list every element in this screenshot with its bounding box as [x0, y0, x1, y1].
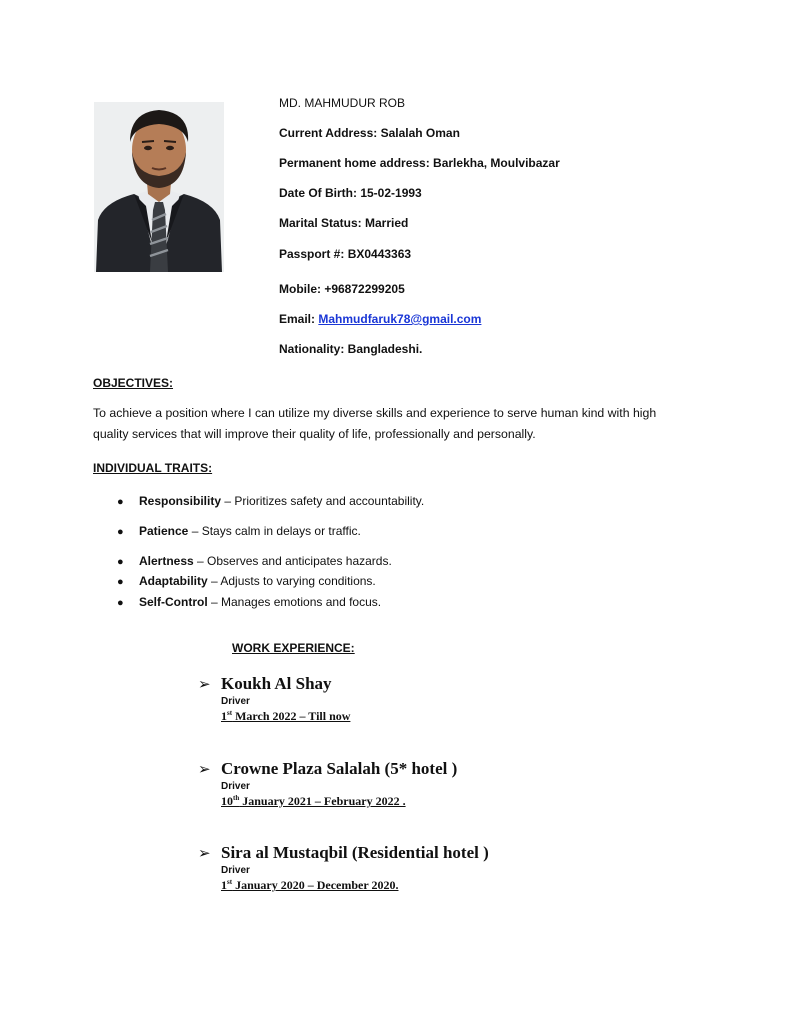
trait-desc: – Manages emotions and focus. [207, 595, 382, 609]
current-address: Current Address: Salalah Oman [279, 126, 460, 140]
work-experience-heading: WORK EXPERIENCE: [232, 641, 355, 655]
trait-name: Patience [139, 524, 189, 538]
passport-number: Passport #: BX0443363 [279, 247, 412, 261]
full-name: MD. MAHMUDUR ROB [279, 96, 405, 110]
marital-status: Marital Status: Married [279, 216, 409, 230]
company-name: Koukh Al Shay [221, 674, 332, 693]
nationality: Nationality: Bangladeshi. [279, 342, 423, 356]
objectives-line-2: quality services that will improve their quality of life, professionally and personally. [93, 427, 536, 441]
trait-item [117, 494, 424, 508]
objectives-line-1: To achieve a position where I can utilize my diverse skills and experience to serve human kind with high [93, 406, 657, 420]
job-role: Driver [221, 865, 250, 876]
period-text: March 2022 – Till now [232, 709, 351, 723]
date-of-birth: Date Of Birth: 15-02-1993 [279, 186, 422, 200]
trait-name: Adaptability [139, 574, 208, 588]
trait-item [117, 554, 392, 568]
trait-desc: – Observes and anticipates hazards. [193, 554, 392, 568]
trait-item [117, 595, 381, 609]
permanent-address: Permanent home address: Barlekha, Moulvibazar [279, 156, 560, 170]
bullet-icon: ● [117, 526, 124, 538]
trait-name: Self-Control [139, 595, 208, 609]
bullet-icon: ● [117, 556, 124, 568]
bullet-icon: ● [117, 496, 124, 508]
profile-photo [94, 102, 224, 272]
email-label: Email: [279, 312, 319, 326]
trait-desc: – Adjusts to varying conditions. [207, 574, 376, 588]
job-period [221, 794, 406, 809]
job-role: Driver [221, 781, 250, 792]
arrow-bullet-icon: ➢ [198, 675, 211, 693]
email-line [279, 312, 481, 326]
period-suffix: st [227, 878, 233, 886]
bullet-icon: ● [117, 576, 124, 588]
email-link[interactable]: Mahmudfaruk78@gmail.com [318, 312, 482, 326]
trait-desc: – Stays calm in delays or traffic. [188, 524, 361, 538]
period-suffix: th [233, 794, 240, 802]
trait-name: Responsibility [139, 494, 222, 508]
company-name: Crowne Plaza Salalah (5* hotel ) [221, 759, 458, 778]
job-role: Driver [221, 696, 250, 707]
trait-desc: – Prioritizes safety and accountability. [221, 494, 425, 508]
job-period [221, 709, 350, 724]
company-name: Sira al Mustaqbil (Residential hotel ) [221, 843, 489, 862]
period-day: 10 [221, 794, 233, 808]
bullet-icon: ● [117, 597, 124, 609]
objectives-heading: OBJECTIVES: [93, 376, 174, 390]
period-day: 1 [221, 709, 227, 723]
trait-item [117, 574, 376, 588]
period-text: January 2021 – February 2022 . [239, 794, 406, 808]
arrow-bullet-icon: ➢ [198, 844, 211, 862]
arrow-bullet-icon: ➢ [198, 760, 211, 778]
traits-heading: INDIVIDUAL TRAITS: [93, 461, 213, 475]
mobile-number: Mobile: +96872299205 [279, 282, 405, 296]
period-text: January 2020 – December 2020. [232, 878, 399, 892]
objectives-text [93, 403, 703, 445]
period-suffix: st [227, 709, 233, 717]
period-day: 1 [221, 878, 227, 892]
trait-item [117, 524, 361, 538]
trait-name: Alertness [139, 554, 194, 568]
job-period [221, 878, 399, 893]
